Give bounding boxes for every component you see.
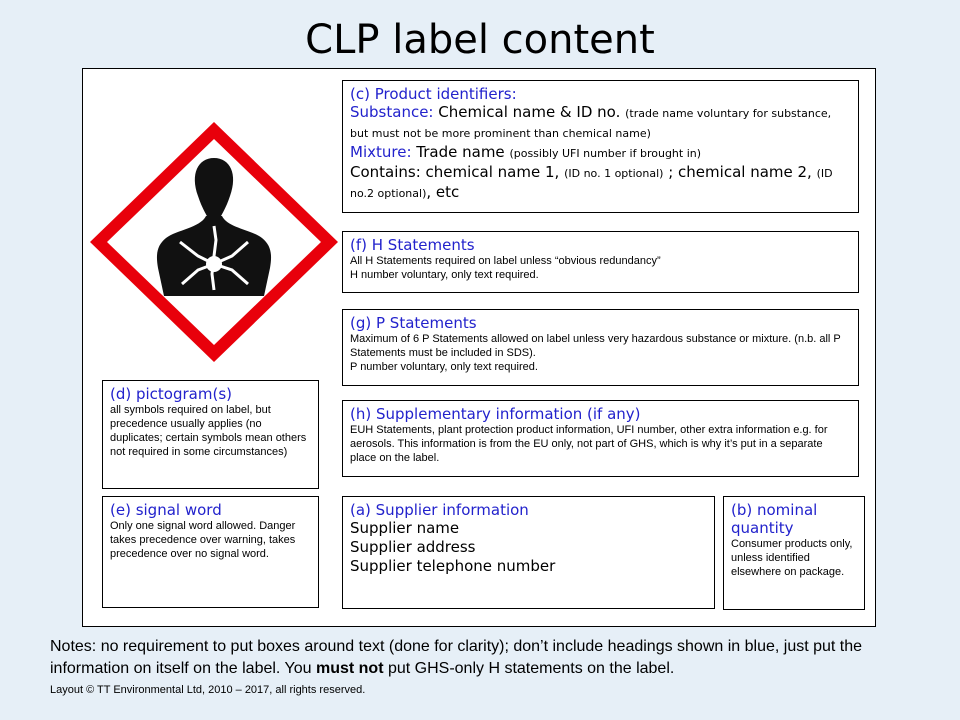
signal-word-box bbox=[102, 496, 319, 608]
contains-text-3: , etc bbox=[426, 183, 460, 201]
contains-text-1: Contains: chemical name 1, bbox=[350, 163, 560, 181]
signal-word-text: Only one signal word allowed. Danger takes precedence over warning, takes precedence over no signal word. bbox=[110, 520, 296, 560]
substance-label: Substance: bbox=[350, 103, 434, 121]
notes-text bbox=[50, 636, 940, 680]
mixture-label: Mixture: bbox=[350, 143, 412, 161]
mixture-text: Trade name bbox=[416, 143, 505, 161]
product-identifiers-box bbox=[342, 80, 859, 213]
substance-text: Chemical name & ID no. bbox=[438, 103, 621, 121]
supplementary-info-text: EUH Statements, plant protection product information, UFI number, other extra information e.g. for aerosols. This information is from the EU only, not part of GHS, which is why it’s put in a separate place on the label. bbox=[350, 424, 828, 464]
contains-note-1: (ID no. 1 optional) bbox=[564, 167, 664, 180]
supplier-info-heading: (a) Supplier information bbox=[350, 501, 529, 519]
page-title: CLP label content bbox=[305, 17, 655, 63]
mixture-note: (possibly UFI number if brought in) bbox=[509, 147, 702, 160]
h-statements-line-2: H number voluntary, only text required. bbox=[350, 269, 539, 281]
pictograms-text: all symbols required on label, but precedence usually applies (no duplicates; certain symbols mean others not required in some circumstances) bbox=[110, 404, 307, 458]
health-hazard-icon bbox=[86, 118, 342, 366]
nominal-quantity-box bbox=[723, 496, 865, 610]
notes-bold: must not bbox=[315, 660, 384, 677]
supplementary-info-box bbox=[342, 400, 859, 477]
supplier-telephone: Supplier telephone number bbox=[350, 557, 556, 575]
p-statements-line-2: P number voluntary, only text required. bbox=[350, 361, 538, 373]
supplier-address: Supplier address bbox=[350, 538, 476, 556]
signal-word-heading: (e) signal word bbox=[110, 501, 222, 519]
p-statements-box bbox=[342, 309, 859, 386]
copyright-text: Layout © TT Environmental Ltd, 2010 – 2017, all rights reserved. bbox=[50, 684, 366, 696]
substance-note: (trade name voluntary for substance, but must not be more prominent than chemical name) bbox=[350, 107, 832, 140]
notes-part-2: put GHS-only H statements on the label. bbox=[383, 660, 675, 677]
p-statements-heading: (g) P Statements bbox=[350, 314, 477, 332]
supplementary-info-heading: (h) Supplementary information (if any) bbox=[350, 405, 641, 423]
pictograms-heading: (d) pictogram(s) bbox=[110, 385, 232, 403]
supplier-name: Supplier name bbox=[350, 519, 460, 537]
nominal-quantity-text: Consumer products only, unless identified elsewhere on package. bbox=[731, 538, 853, 578]
contains-text-2: ; chemical name 2, bbox=[668, 163, 812, 181]
nominal-quantity-heading: (b) nominal quantity bbox=[731, 501, 818, 537]
h-statements-heading: (f) H Statements bbox=[350, 236, 475, 254]
pictograms-box bbox=[102, 380, 319, 489]
p-statements-line-1: Maximum of 6 P Statements allowed on label unless very hazardous substance or mixture. (n.b. all P Statements must be included in SDS). bbox=[350, 333, 841, 359]
product-identifiers-heading: (c) Product identifiers: bbox=[350, 85, 517, 103]
supplier-info-box bbox=[342, 496, 715, 609]
contains-note-2: (ID no.2 optional) bbox=[350, 167, 833, 200]
notes-part-1: Notes: no requirement to put boxes around text (done for clarity); don’t include headings shown in blue, just put the information on itself on the label. You bbox=[50, 638, 863, 677]
h-statements-box bbox=[342, 231, 859, 293]
h-statements-line-1: All H Statements required on label unless “obvious redundancy” bbox=[350, 255, 661, 267]
